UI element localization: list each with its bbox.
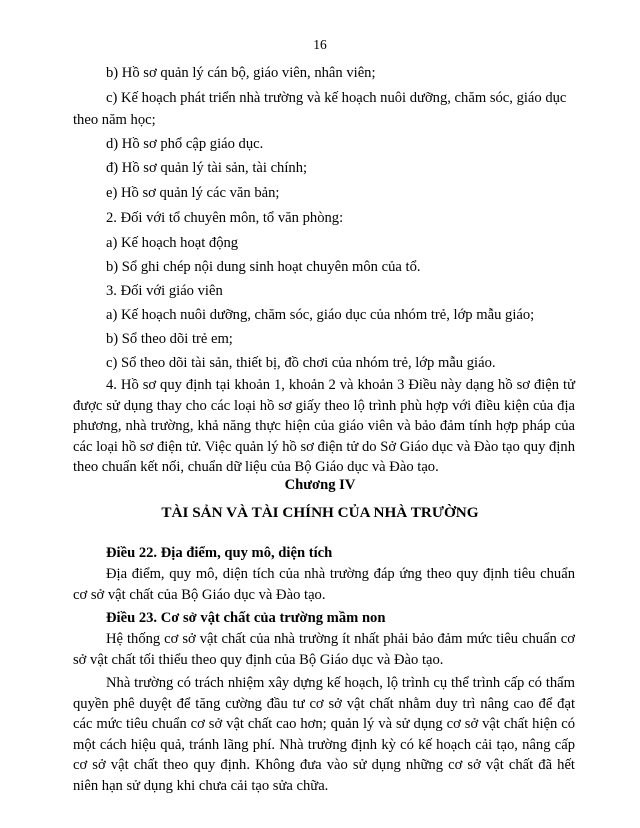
article-23-heading: Điều 23. Cơ sở vật chất của trường mầm non: [106, 610, 386, 626]
item-b-child-tracking: b) Sổ theo dõi trẻ em;: [106, 331, 233, 347]
item-b-meeting-log: b) Sổ ghi chép nội dung sinh hoạt chuyên môn của tổ.: [106, 259, 421, 275]
item-e-document-records: e) Hồ sơ quản lý các văn bản;: [106, 185, 280, 201]
section-2-heading: 2. Đối với tổ chuyên môn, tổ văn phòng:: [106, 210, 344, 226]
article-23-body-1: Hệ thống cơ sở vật chất của nhà trường ít nhất phải bảo đảm mức tiêu chuẩn cơ sở vật chất tối thiểu theo quy định của Bộ Giáo dục và Đào tạo.: [73, 631, 575, 668]
item-b-staff-records: b) Hồ sơ quản lý cán bộ, giáo viên, nhân viên;: [106, 65, 376, 81]
item-a-activity-plan: a) Kế hoạch hoạt động: [106, 235, 239, 251]
item-c-development-plan: c) Kế hoạch phát triển nhà trường và kế hoạch nuôi dưỡng, chăm sóc, giáo dục: [106, 90, 567, 106]
chapter-title: TÀI SẢN VÀ TÀI CHÍNH CỦA NHÀ TRƯỜNG: [161, 504, 479, 521]
item-c-asset-tracking: c) Sổ theo dõi tài sản, thiết bị, đồ chơi của nhóm trẻ, lớp mẫu giáo.: [106, 355, 496, 371]
item-c-development-plan-cont: theo năm học;: [73, 112, 156, 128]
article-22-heading: Điều 22. Địa điểm, quy mô, diện tích: [106, 545, 333, 561]
paragraph-4-electronic-records: 4. Hồ sơ quy định tại khoản 1, khoản 2 và khoản 3 Điều này dạng hồ sơ điện tử được sử dụng thay cho các loại hồ sơ giấy theo lộ trình phù hợp với điều kiện của địa phương, nhà trường, khả năng thực hiện của giáo viên và bảo đảm tính hợp pháp của các loại hồ sơ điện tử. Việc quản lý hồ sơ điện tử do Sở Giáo dục và Đào tạo quy định theo chuẩn kết nối, chuẩn dữ liệu của Bộ Giáo dục và Đào tạo.: [73, 377, 575, 475]
item-dd-asset-records: đ) Hồ sơ quản lý tài sản, tài chính;: [106, 160, 308, 176]
item-a-care-plan: a) Kế hoạch nuôi dưỡng, chăm sóc, giáo dục của nhóm trẻ, lớp mẫu giáo;: [106, 307, 535, 323]
article-23-body-2: Nhà trường có trách nhiệm xây dựng kế hoạch, lộ trình cụ thể trình cấp có thẩm quyền phê duyệt để tăng cường đầu tư cơ sở vật chất nhằm duy trì nâng cao để đạt các mức tiêu chuẩn cơ sở vật chất cao hơn; quản lý và sử dụng cơ sở vật chất hiện có một cách hiệu quả, tránh lãng phí. Nhà trường định kỳ có kế hoạch cải tạo, nâng cấp cơ sở vật chất theo quy định. Không đưa vào sử dụng những cơ sở vật chất đã hết niên hạn sử dụng khi chưa cải tạo sửa chữa.: [73, 675, 575, 794]
article-22-body: Địa điểm, quy mô, diện tích của nhà trường đáp ứng theo quy định tiêu chuẩn cơ sở vật chất của Bộ Giáo dục và Đào tạo.: [73, 566, 575, 603]
chapter-number: Chương IV: [284, 477, 356, 493]
section-3-heading: 3. Đối với giáo viên: [106, 283, 223, 299]
page-number: 16: [313, 37, 327, 52]
item-d-universal-education: d) Hồ sơ phổ cập giáo dục.: [106, 136, 264, 152]
